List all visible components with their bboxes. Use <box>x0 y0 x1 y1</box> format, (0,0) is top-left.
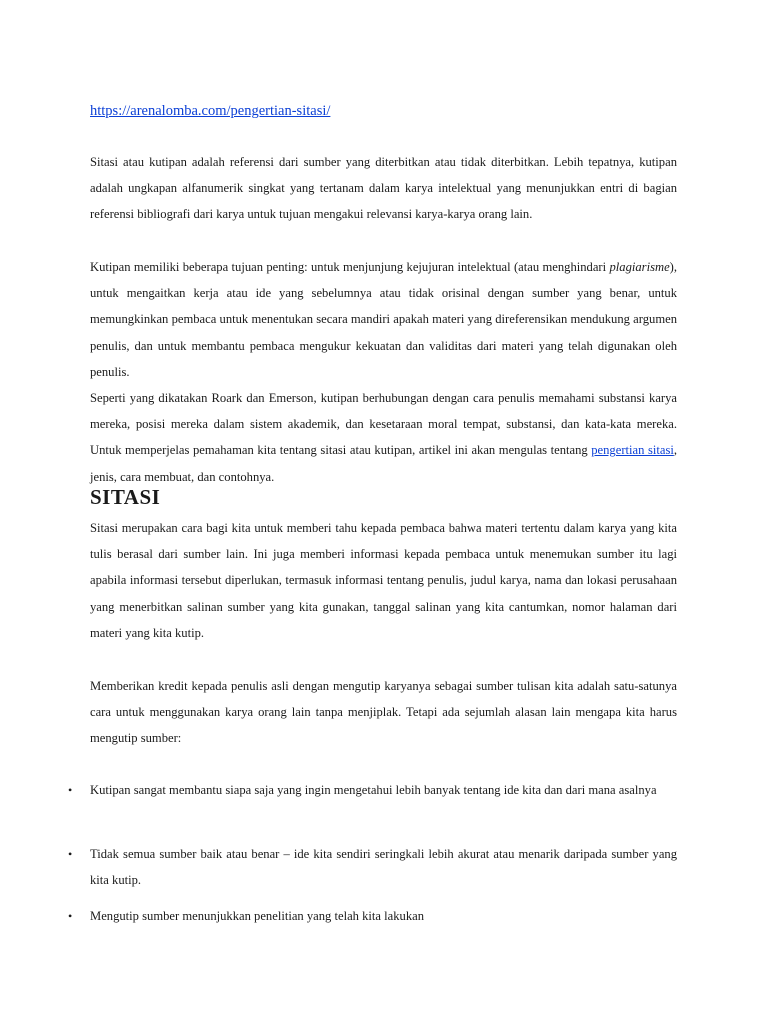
list-item-text: Mengutip sumber menunjukkan penelitian yang telah kita lakukan <box>90 909 424 923</box>
list-item-text: Tidak semua sumber baik atau benar – ide kita sendiri seringkali lebih akurat atau menarik daripada sumber yang kita kutip. <box>90 847 677 888</box>
bullet-icon: • <box>68 909 73 923</box>
list-item <box>68 777 677 803</box>
list-item-text: Kutipan sangat membantu siapa saja yang ingin mengetahui lebih banyak tentang ide kita dan dari mana asalnya <box>90 783 657 797</box>
sitasi-paragraph: Sitasi merupakan cara bagi kita untuk memberi tahu kepada pembaca bahwa materi tertentu dalam karya yang kita tulis berasal dari sumber lain. Ini juga memberi informasi kepada pembaca untuk menemukan sumber itu lagi apabila informasi tersebut diperlukan, termasuk informasi tentang penulis, judul karya, nama dan lokasi perusahaan yang menerbitkan salinan sumber yang kita gunakan, tanggal salinan yang kita cantumkan, nomor halaman dari materi yang kita kutip. <box>90 521 677 640</box>
roark-paragraph <box>90 385 677 490</box>
roark-text: Seperti yang dikatakan Roark dan Emerson, kutipan berhubungan dengan cara penulis memahami substansi karya mereka, posisi mereka dalam sistem akademik, dan kesetaraan moral tempat, substansi, dan kata-kata mereka. Untuk memperjelas pemahaman kita tentang sitasi atau kutipan, artikel ini akan mengulas tentang <box>90 391 677 458</box>
roark-text-end: , jenis, cara membuat, dan contohnya. <box>90 443 678 484</box>
purpose-text-start: Kutipan memiliki beberapa tujuan penting: untuk menjunjung kejujuran intelektual (atau menghindari <box>90 260 610 274</box>
section-heading: SITASI <box>90 485 161 509</box>
bullet-icon: • <box>68 847 73 861</box>
plagiarisme-term: plagiarisme <box>609 260 670 274</box>
pengertian-sitasi-link[interactable]: pengertian sitasi <box>591 443 674 458</box>
purpose-paragraph <box>90 254 677 385</box>
list-item <box>68 903 677 929</box>
intro-paragraph: Sitasi atau kutipan adalah referensi dari sumber yang diterbitkan atau tidak diterbitkan. Lebih tepatnya, kutipan adalah ungkapan alfanumerik singkat yang tertanam dalam karya intelektual yang menunjukkan entri di bagian referensi bibliografi dari karya untuk tujuan mengakui relevansi karya-karya orang lain. <box>90 155 677 222</box>
purpose-text-end: ), untuk mengaitkan kerja atau ide yang sebelumnya atau tidak orisinal dengan sumber yang benar, untuk memungkinkan pembaca untuk menentukan secara mandiri apakah materi yang direferensikan mendukung argumen penulis, dan untuk membantu pembaca mengukur kekuatan dan validitas dari materi yang telah digunakan oleh penulis. <box>90 260 677 379</box>
source-link[interactable]: https://arenalomba.com/pengertian-sitasi/ <box>90 103 331 119</box>
bullet-icon: • <box>68 783 73 797</box>
credit-paragraph: Memberikan kredit kepada penulis asli dengan mengutip karyanya sebagai sumber tulisan kita adalah satu-satunya cara untuk menggunakan karya orang lain tanpa menjiplak. Tetapi ada sejumlah alasan lain mengapa kita harus mengutip sumber: <box>90 679 677 746</box>
list-item <box>68 841 677 893</box>
